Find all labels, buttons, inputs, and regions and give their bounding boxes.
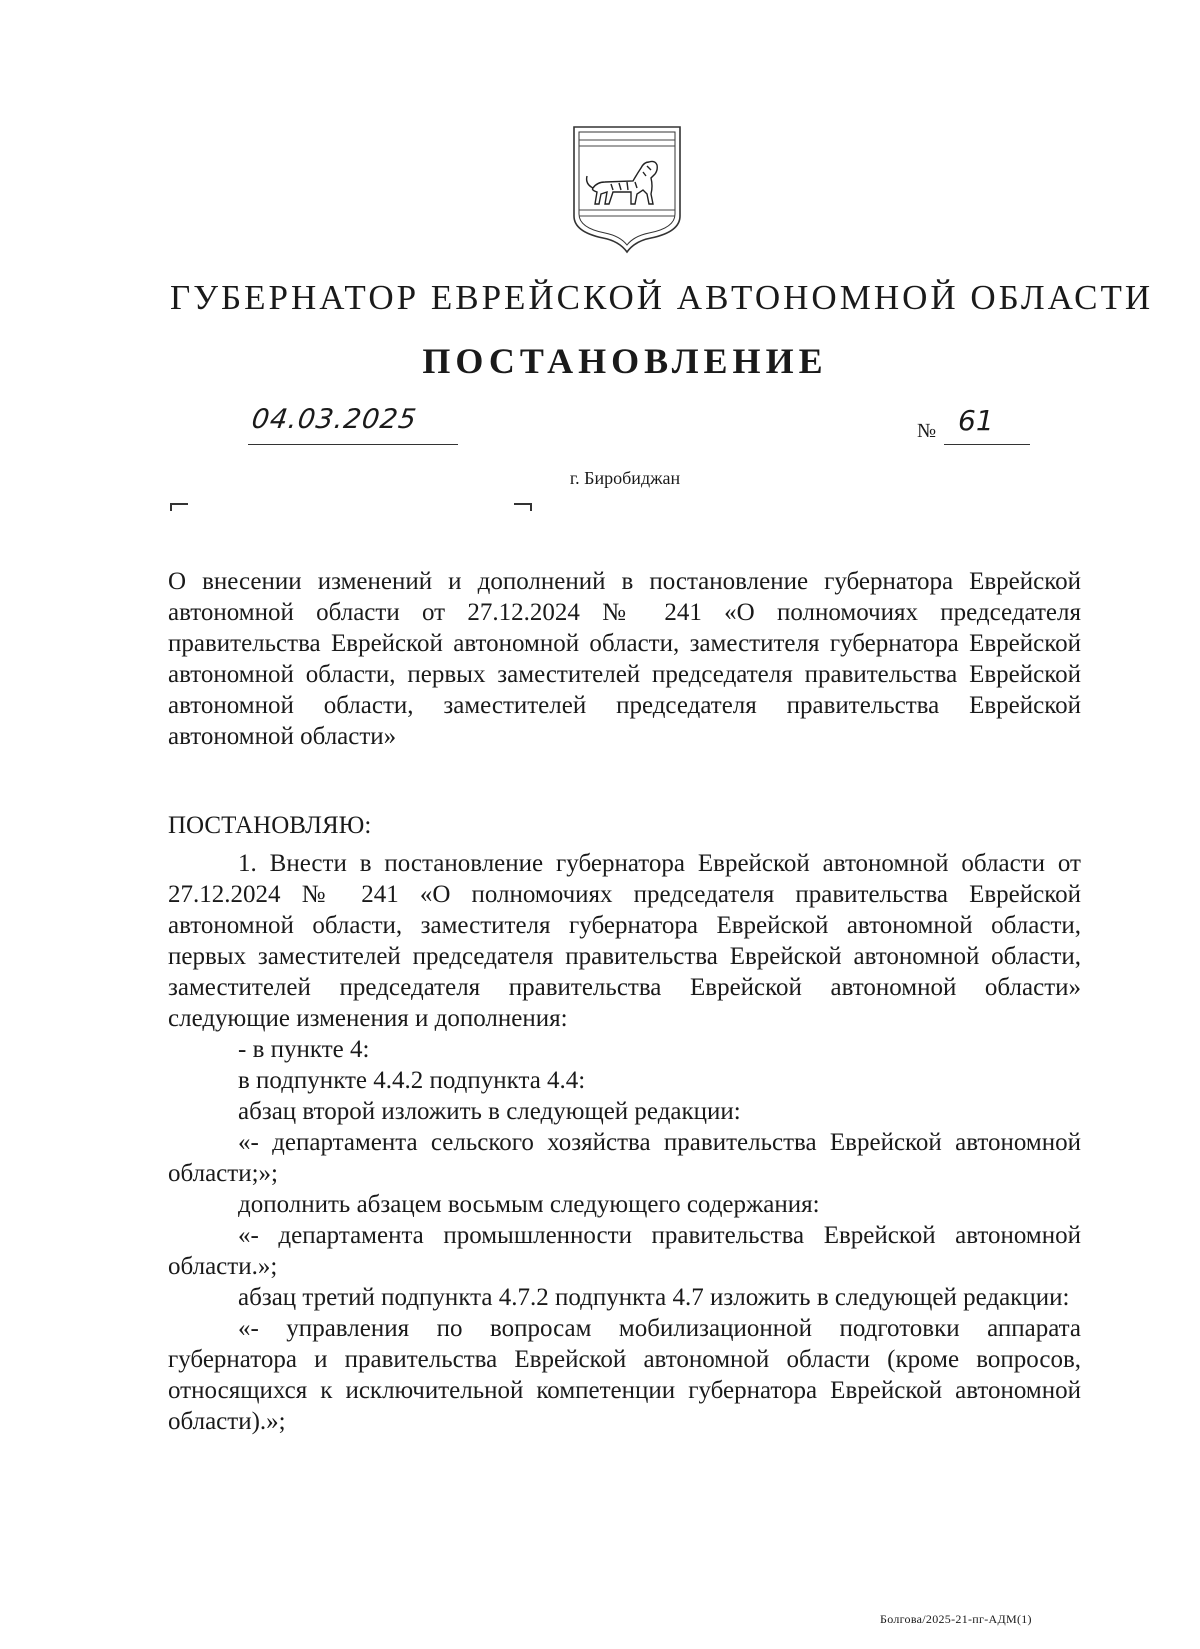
paragraph: дополнить абзацем восьмым следующего содержания: bbox=[238, 1191, 820, 1218]
paragraph: «- управления по вопросам мобилизационной подготовки аппарата губернатора и правительства Еврейской автономной области (кроме вопросов, относящихся к исключительной компетенции губернатора Еврейской автономной области).»; bbox=[168, 1315, 1081, 1435]
date-field bbox=[248, 404, 458, 445]
paragraph: - в пункте 4: bbox=[238, 1036, 370, 1063]
paragraph: в подпункте 4.4.2 подпункта 4.4: bbox=[238, 1067, 586, 1094]
footer-reference: Болгова/2025-21-пг-АДМ(1) bbox=[880, 1612, 1032, 1626]
city-label: г. Биробиджан bbox=[569, 468, 681, 488]
document-type-heading: ПОСТАНОВЛЕНИЕ bbox=[422, 341, 828, 381]
number-field bbox=[944, 404, 1030, 445]
number-label: № bbox=[917, 420, 937, 442]
paragraph: 1. Внести в постановление губернатора Еврейской автономной области от 27.12.2024 № 241 «О полномочиях председателя правительства Еврейской автономной области, заместителя губернатора Еврейской автономной области, первых заместителей председателя правительства Еврейской автономной области, заместителей председателя правительства Еврейской автономной области» следующие изменения и дополнения: bbox=[168, 850, 1081, 1032]
title-corner-left bbox=[170, 503, 188, 511]
organization-title: ГУБЕРНАТОР ЕВРЕЙСКОЙ АВТОНОМНОЙ ОБЛАСТИ bbox=[170, 278, 1154, 317]
document-body bbox=[168, 848, 1081, 1437]
paragraph: «- департамента сельского хозяйства правительства Еврейской автономной области;»; bbox=[168, 1129, 1081, 1187]
handwritten-date: 04.03.2025 bbox=[249, 404, 419, 435]
coat-of-arms-tiger-icon bbox=[571, 124, 683, 256]
paragraph: абзац третий подпункта 4.7.2 подпункта 4.7 изложить в следующей редакции: bbox=[238, 1284, 1070, 1311]
paragraph: абзац второй изложить в следующей редакции: bbox=[238, 1098, 741, 1125]
title-corner-right bbox=[514, 503, 532, 511]
handwritten-number: 61 bbox=[958, 404, 994, 437]
document-subject: О внесении изменений и дополнений в постановление губернатора Еврейской автономной области от 27.12.2024 № 241 «О полномочиях председателя правительства Еврейской автономной области, заместителя губернатора Еврейской автономной области, первых заместителей председателя правительства Еврейской автономной области, заместителей председателя правительства Еврейской автономной области» bbox=[168, 568, 1081, 750]
resolve-heading: ПОСТАНОВЛЯЮ: bbox=[168, 812, 372, 839]
paragraph: «- департамента промышленности правительства Еврейской автономной области.»; bbox=[168, 1222, 1081, 1280]
